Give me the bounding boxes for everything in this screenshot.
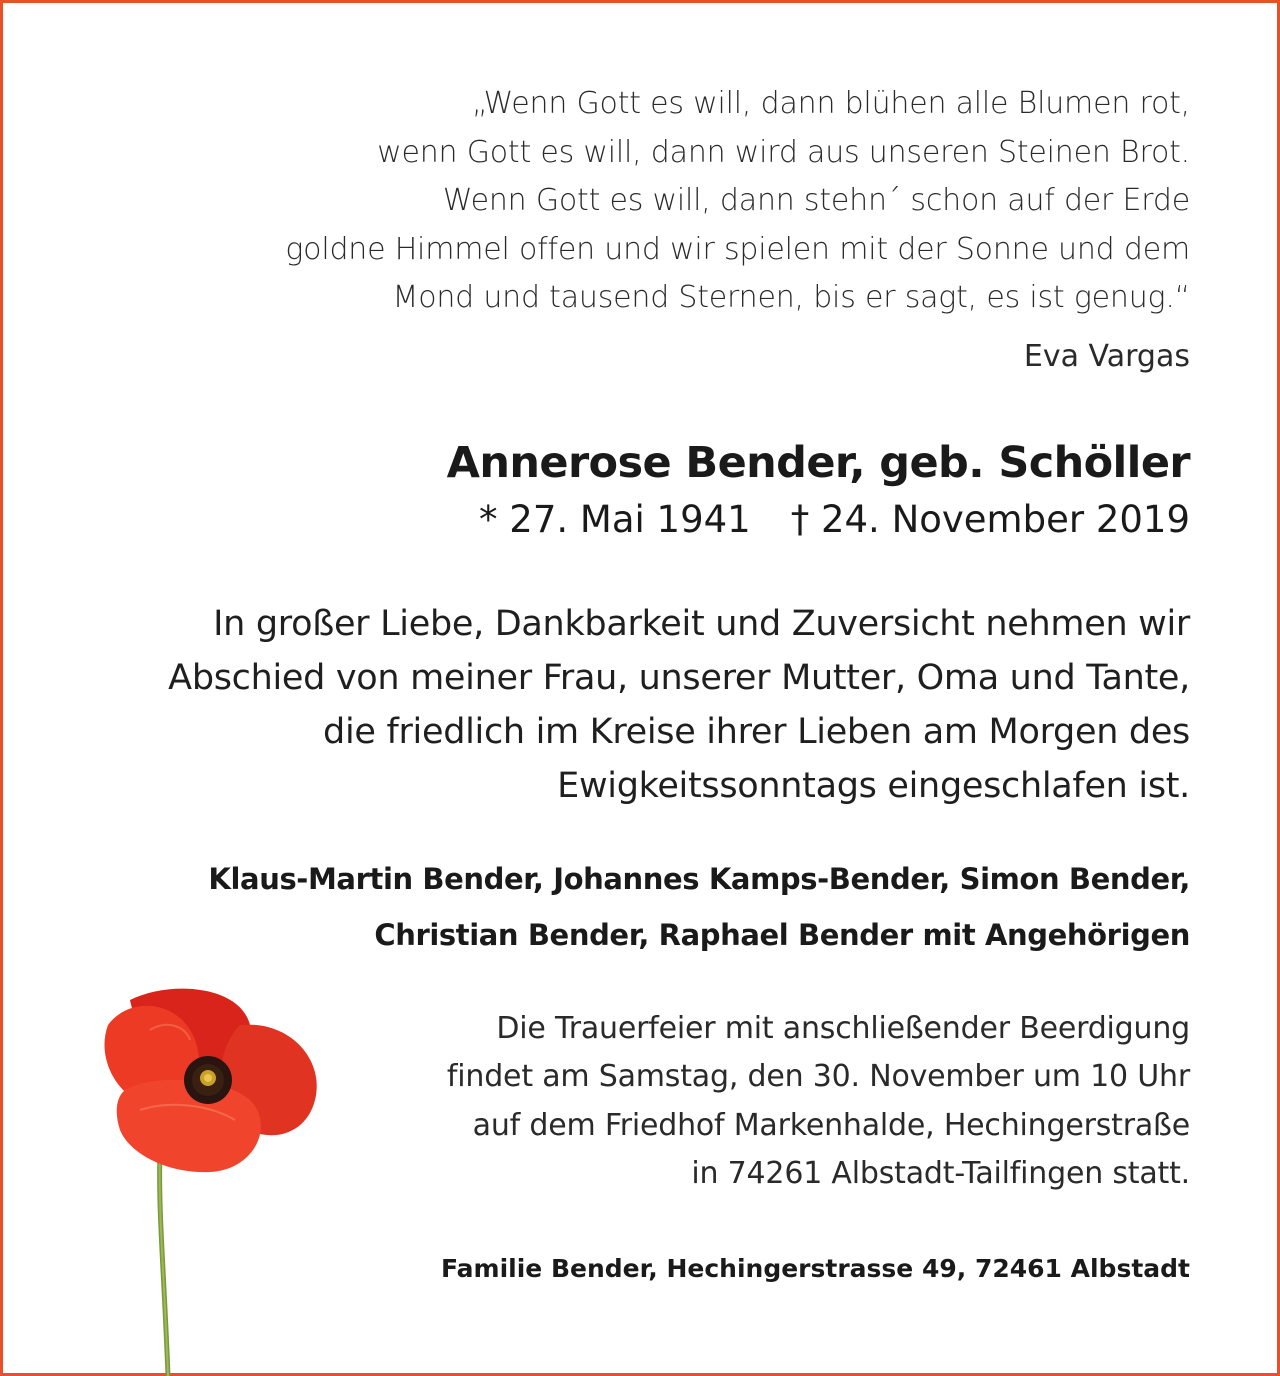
farewell-line: die friedlich im Kreise ihrer Lieben am Morgen des	[323, 711, 1190, 752]
deceased-name: Annerose Bender, geb. Schöller	[446, 437, 1190, 488]
mourners-line: Christian Bender, Raphael Bender mit Angehörigen	[374, 917, 1190, 952]
farewell-line: In großer Liebe, Dankbarkeit und Zuversicht nehmen wir	[213, 603, 1190, 644]
service-line: auf dem Friedhof Markenhalde, Hechingerstraße	[472, 1107, 1190, 1143]
family-address: Familie Bender, Hechingerstrasse 49, 72461 Albstadt	[441, 1253, 1190, 1283]
poem-line: wenn Gott es will, dann wird aus unseren Steinen Brot.	[377, 134, 1190, 170]
farewell-line: Ewigkeitssonntags eingeschlafen ist.	[557, 765, 1190, 806]
poem-line: goldne Himmel offen und wir spielen mit der Sonne und dem	[285, 231, 1190, 267]
life-dates	[130, 493, 1190, 547]
service-line: Die Trauerfeier mit anschließender Beerdigung	[496, 1010, 1190, 1046]
poem-line: „Wenn Gott es will, dann blühen alle Blumen rot,	[471, 86, 1190, 121]
farewell-line: Abschied von meiner Frau, unserer Mutter, Oma und Tante,	[168, 657, 1190, 698]
poem-line: Mond und tausend Sternen, bis er sagt, es ist genug.“	[392, 280, 1190, 315]
poem-author: Eva Vargas	[1023, 338, 1190, 374]
service-line: findet am Samstag, den 30. November um 10 Uhr	[446, 1059, 1190, 1094]
obituary-content	[130, 80, 1190, 1287]
farewell-text	[130, 597, 1190, 813]
mourners-list	[130, 851, 1190, 963]
mourners-line: Klaus-Martin Bender, Johannes Kamps-Bender, Simon Bender,	[208, 861, 1190, 896]
death-date: † 24. November 2019	[790, 497, 1190, 541]
poem	[130, 80, 1190, 323]
funeral-service-info	[130, 1005, 1190, 1199]
service-line: in 74261 Albstadt-Tailfingen statt.	[691, 1156, 1190, 1191]
poem-line: Wenn Gott es will, dann stehn´ schon auf der Erde	[442, 183, 1190, 218]
birth-date: * 27. Mai 1941	[479, 497, 751, 541]
